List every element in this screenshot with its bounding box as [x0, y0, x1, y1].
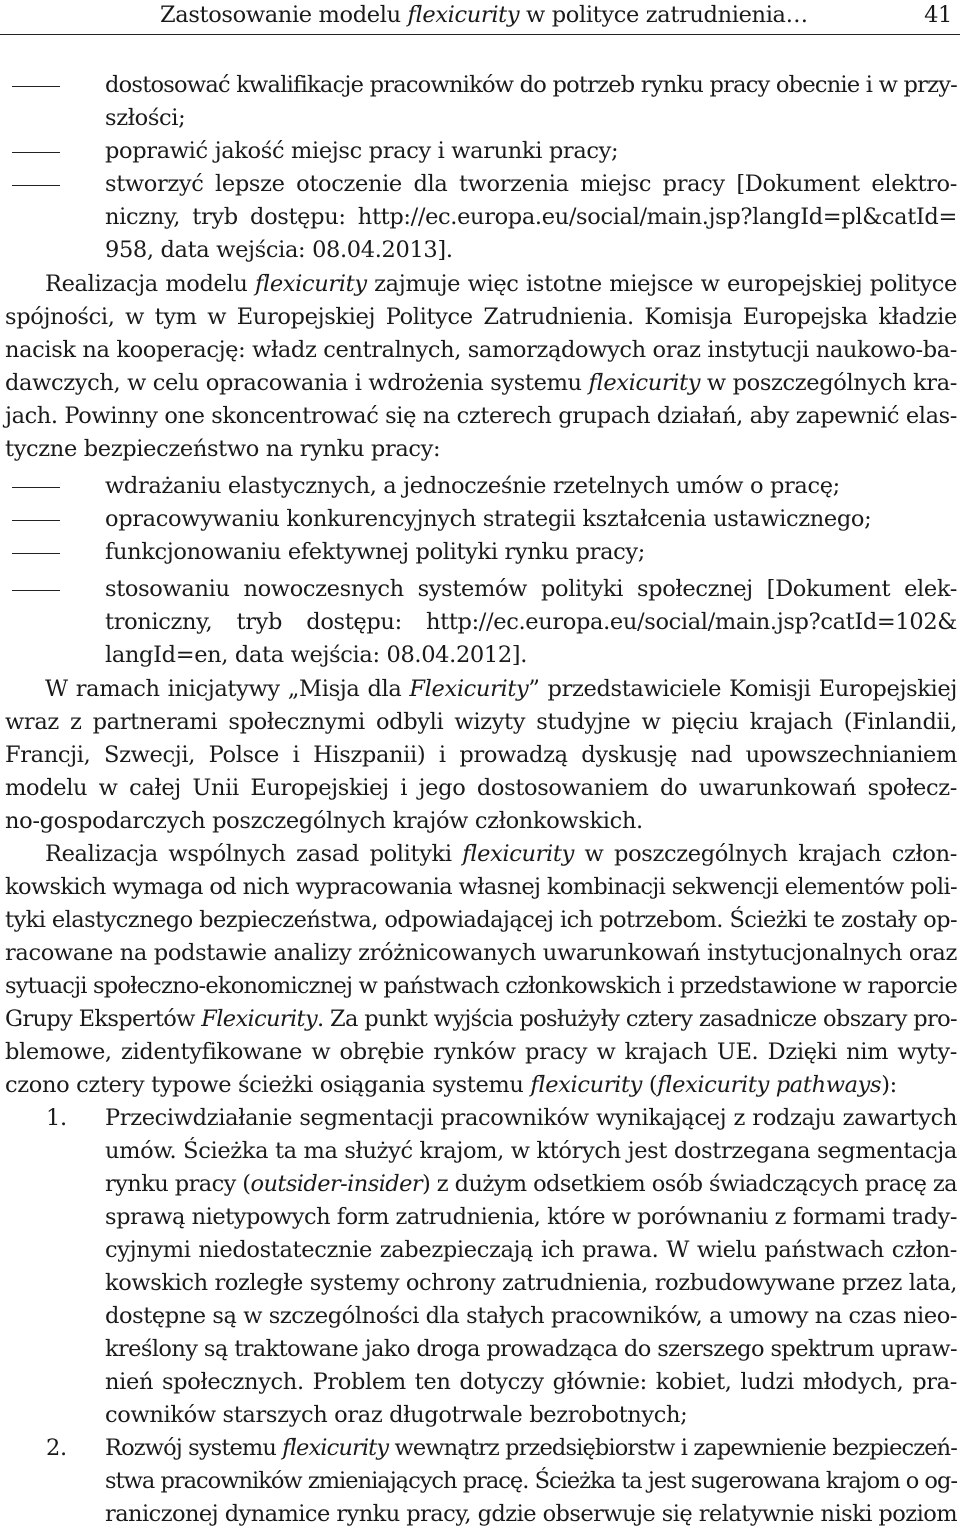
text-line: cowników starszych oraz długotrwale bezrobotnych;: [105, 1402, 688, 1428]
header-title: Zastosowanie modelu flexicurity w polityce zatrudnienia…: [160, 2, 808, 28]
text-line: dostosować kwalifikacje pracowników do potrzeb rynku pracy obecnie i w przy-: [105, 72, 957, 98]
text-line: Grupy Ekspertów Flexicurity. Za punkt wyjścia posłużyły cztery zasadnicze obszary pro-: [5, 1006, 957, 1032]
text-line: Francji, Szwecji, Polsce i Hiszpanii) i prowadzą dyskusję nad upowszechnianiem: [5, 742, 957, 768]
text-line: szłości;: [105, 105, 186, 131]
text-line: cyjnymi niedostatecznie zabezpieczają ich prawa. W wielu państwach człon-: [105, 1237, 957, 1263]
text-line: opracowywaniu konkurencyjnych strategii kształcenia ustawicznego;: [105, 506, 872, 532]
text-line: stworzyć lepsze otoczenie dla tworzenia miejsc pracy [Dokument elektro-: [105, 171, 957, 197]
list-number: 1.: [46, 1105, 67, 1131]
page-number: 41: [924, 2, 952, 28]
text-line: blemowe, zidentyfikowane w obrębie rynków pracy w krajach UE. Dzięki nim wyty-: [5, 1039, 957, 1065]
text-line: stwa pracowników zmieniających pracę. Ścieżka ta jest sugerowana krajom o og-: [105, 1468, 957, 1494]
text-line: niczny, tryb dostępu: http://ec.europa.eu/social/main.jsp?langId=pl&catId=: [105, 204, 957, 230]
text-line: czono cztery typowe ścieżki osiągania systemu flexicurity (flexicurity pathways):: [5, 1072, 897, 1098]
text-line: stosowaniu nowoczesnych systemów polityki społecznej [Dokument elek-: [105, 576, 957, 602]
text-line: 958, data wejścia: 08.04.2013].: [105, 237, 453, 263]
text-line: Realizacja wspólnych zasad polityki flexicurity w poszczególnych krajach człon-: [45, 841, 957, 867]
text-line: kowskich rozległe systemy ochrony zatrudnienia, rozbudowywane przez lata,: [105, 1270, 957, 1296]
text-line: sytuacji społeczno-ekonomicznej w państwach członkowskich i przedstawione w raporcie: [5, 973, 957, 999]
text-line: jach. Powinny one skoncentrować się na czterech grupach działań, aby zapewnić elas-: [5, 403, 957, 429]
text-line: racowane na podstawie analizy zróżnicowanych uwarunkowań instytucjonalnych oraz: [5, 940, 957, 966]
text-line: kreślony są traktowane jako droga prowadząca do szerszego spektrum upraw-: [105, 1336, 957, 1362]
text-line: wdrażaniu elastycznych, a jednocześnie rzetelnych umów o pracę;: [105, 473, 840, 499]
text-line: nacisk na kooperację: władz centralnych, samorządowych oraz instytucji naukowo-ba-: [5, 337, 957, 363]
text-line: Przeciwdziałanie segmentacji pracowników wynikającej z rodzaju zawartych: [105, 1105, 957, 1131]
text-line: dostępne są w szczególności dla stałych pracowników, a umowy na czas nieo-: [105, 1303, 957, 1329]
dash-bullet: [12, 536, 60, 569]
text-line: raniczonej dynamice rynku pracy, gdzie obserwuje się relatywnie niski poziom: [105, 1501, 957, 1527]
text-line: langId=en, data wejścia: 08.04.2012].: [105, 642, 528, 668]
text-line: funkcjonowaniu efektywnej polityki rynku pracy;: [105, 539, 645, 565]
text-line: no-gospodarczych poszczególnych krajów członkowskich.: [5, 808, 643, 834]
dash-bullet: [12, 503, 60, 536]
text-line: Rozwój systemu flexicurity wewnątrz przedsiębiorstw i zapewnienie bezpieczeń-: [105, 1435, 957, 1461]
text-line: modelu w całej Unii Europejskiej i jego dostosowaniem do uwarunkowań społecz-: [5, 775, 957, 801]
text-line: tyki elastycznego bezpieczeństwa, odpowiadającej ich potrzebom. Ścieżki te zostały op-: [5, 907, 957, 933]
text-line: spójności, w tym w Europejskiej Polityce Zatrudnienia. Komisja Europejska kładzie: [5, 304, 957, 330]
text-line: umów. Ścieżka ta ma służyć krajom, w których jest dostrzegana segmentacja: [105, 1138, 957, 1164]
list-number: 2.: [46, 1435, 67, 1461]
text-line: troniczny, tryb dostępu: http://ec.europa.eu/social/main.jsp?catId=102&: [105, 609, 957, 635]
text-line: Realizacja modelu flexicurity zajmuje więc istotne miejsce w europejskiej polityce: [45, 271, 957, 297]
text-line: W ramach inicjatywy „Misja dla Flexicurity” przedstawiciele Komisji Europejskiej: [45, 676, 957, 702]
dash-bullet: [12, 168, 60, 201]
text-line: dawczych, w celu opracowania i wdrożenia systemu flexicurity w poszczególnych kra-: [5, 370, 958, 396]
dash-bullet: [12, 470, 60, 503]
text-line: sprawą nietypowych form zatrudnienia, które w porównaniu z formami trady-: [105, 1204, 957, 1230]
dash-bullet: [12, 135, 60, 168]
text-line: nień społecznych. Problem ten dotyczy głównie: kobiet, ludzi młodych, pra-: [105, 1369, 957, 1395]
dash-bullet: [12, 69, 60, 102]
text-line: rynku pracy (outsider-insider) z dużym odsetkiem osób świadczących pracę za: [105, 1171, 957, 1197]
text-line: wraz z partnerami społecznymi odbyli wizyty studyjne w pięciu krajach (Finlandii,: [5, 709, 957, 735]
text-line: tyczne bezpieczeństwo na rynku pracy:: [5, 436, 441, 462]
text-line: poprawić jakość miejsc pracy i warunki pracy;: [105, 138, 619, 164]
running-header: [0, 0, 960, 35]
text-line: kowskich wymaga od nich wypracowania własnej kombinacji sekwencji elementów poli-: [5, 874, 957, 900]
dash-bullet: [12, 573, 60, 606]
